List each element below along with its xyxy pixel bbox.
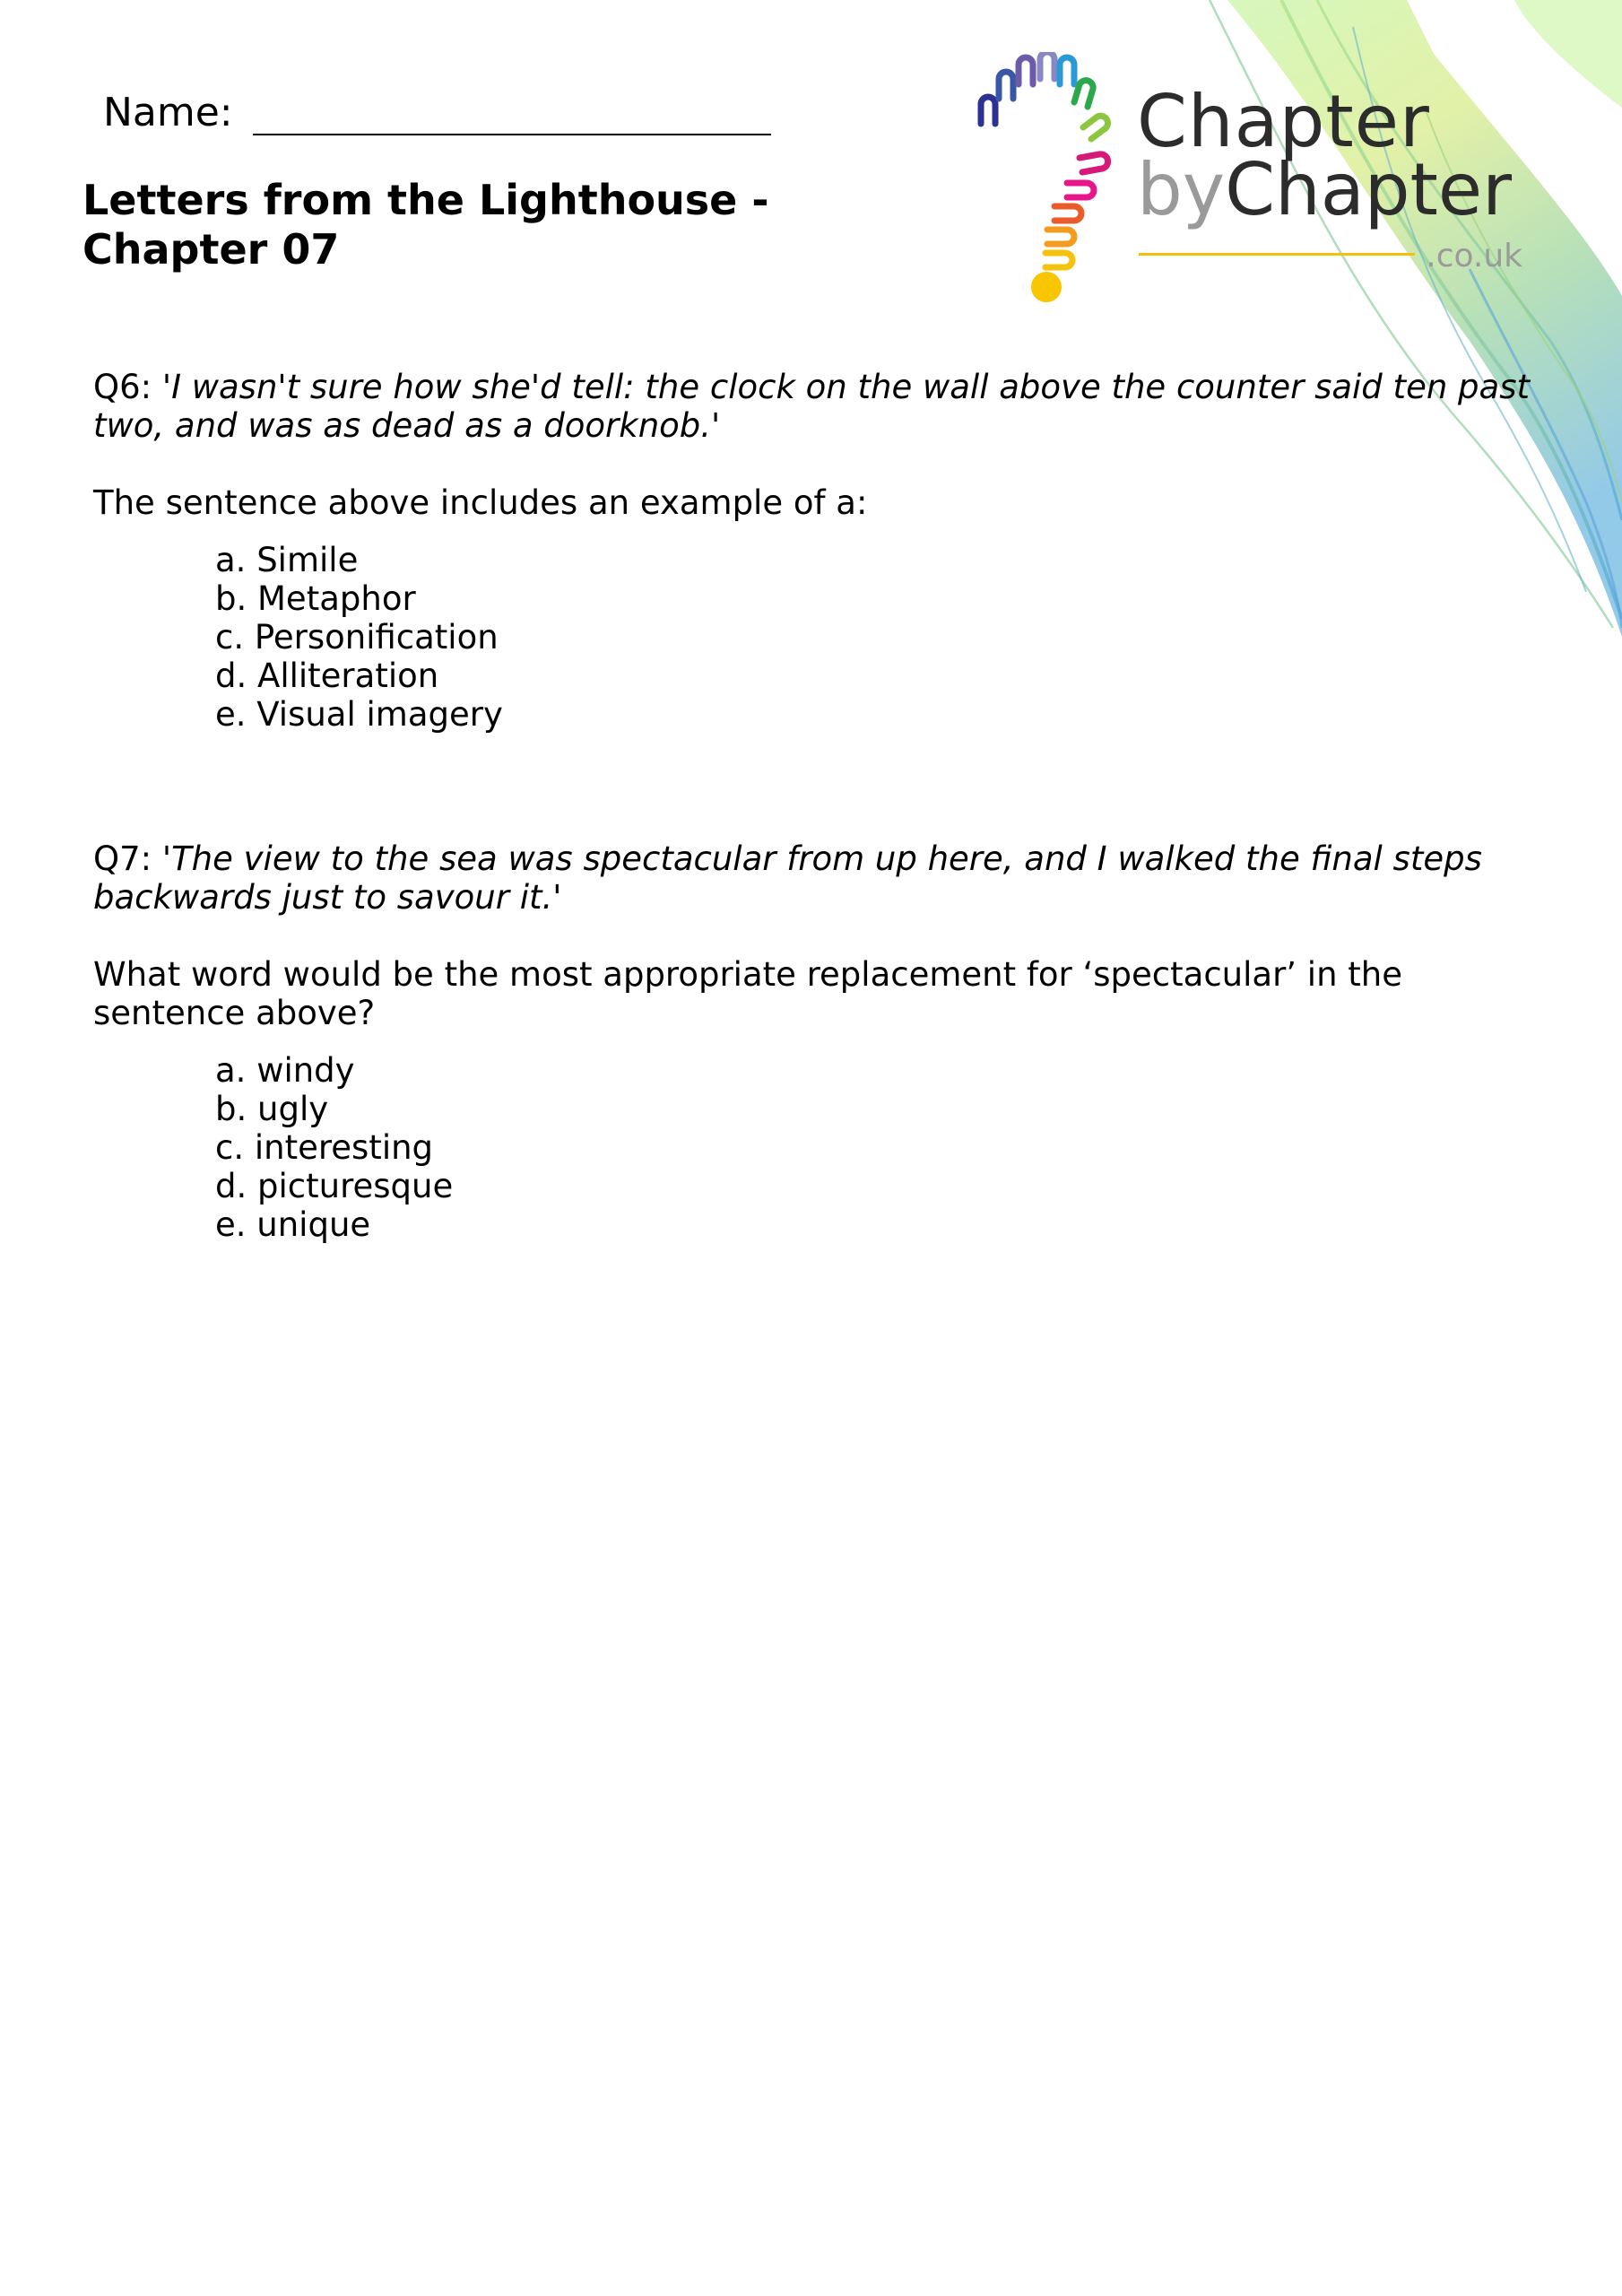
question-7-prompt: What word would be the most appropriate replacement for ‘spectacular’ in the sentence above?: [93, 955, 1403, 1032]
question-6-number: Q6:: [93, 368, 152, 406]
worksheet-title: Letters from the Lighthouse - Chapter 07: [82, 176, 769, 274]
option-item[interactable]: c. Personification: [215, 618, 499, 657]
question-6-quote: 'I wasn't sure how she'd tell: the clock on the wall above the counter said ten past two, and was as dead as a doorknob.': [93, 368, 1530, 445]
question-6-options: [93, 541, 1546, 734]
name-field[interactable]: [103, 90, 771, 135]
logo: [968, 52, 1542, 321]
name-label: Name:: [103, 90, 233, 135]
book-arc-icon: [968, 52, 1121, 312]
question-7-options: [93, 1051, 1546, 1244]
question-7-stem: [93, 839, 1546, 917]
option-item[interactable]: a. windy: [215, 1051, 355, 1090]
question-7: [93, 839, 1546, 1244]
logo-chapter2-text: Chapter: [1225, 148, 1512, 231]
option-item[interactable]: e. Visual imagery: [215, 695, 503, 734]
option-item[interactable]: b. Metaphor: [215, 579, 416, 618]
option-item[interactable]: b. ugly: [215, 1090, 329, 1128]
logo-chapter-text: Chapter: [1137, 80, 1430, 163]
question-6: [93, 368, 1546, 734]
logo-by-text: by: [1137, 148, 1226, 231]
question-6-stem: [93, 368, 1546, 445]
option-item[interactable]: d. picturesque: [215, 1167, 454, 1205]
name-underline[interactable]: [253, 91, 771, 135]
option-item[interactable]: e. unique: [215, 1205, 371, 1244]
question-7-quote: 'The view to the sea was spectacular from up here, and I walked the final steps backwards just to savour it.': [93, 839, 1482, 917]
option-item[interactable]: a. Simile: [215, 541, 359, 579]
question-6-prompt: The sentence above includes an example of a:: [93, 483, 868, 522]
option-item[interactable]: c. interesting: [215, 1128, 434, 1167]
question-7-number: Q7:: [93, 839, 152, 878]
logo-domain-text: .co.uk: [1426, 238, 1522, 274]
option-item[interactable]: d. Alliteration: [215, 657, 439, 695]
